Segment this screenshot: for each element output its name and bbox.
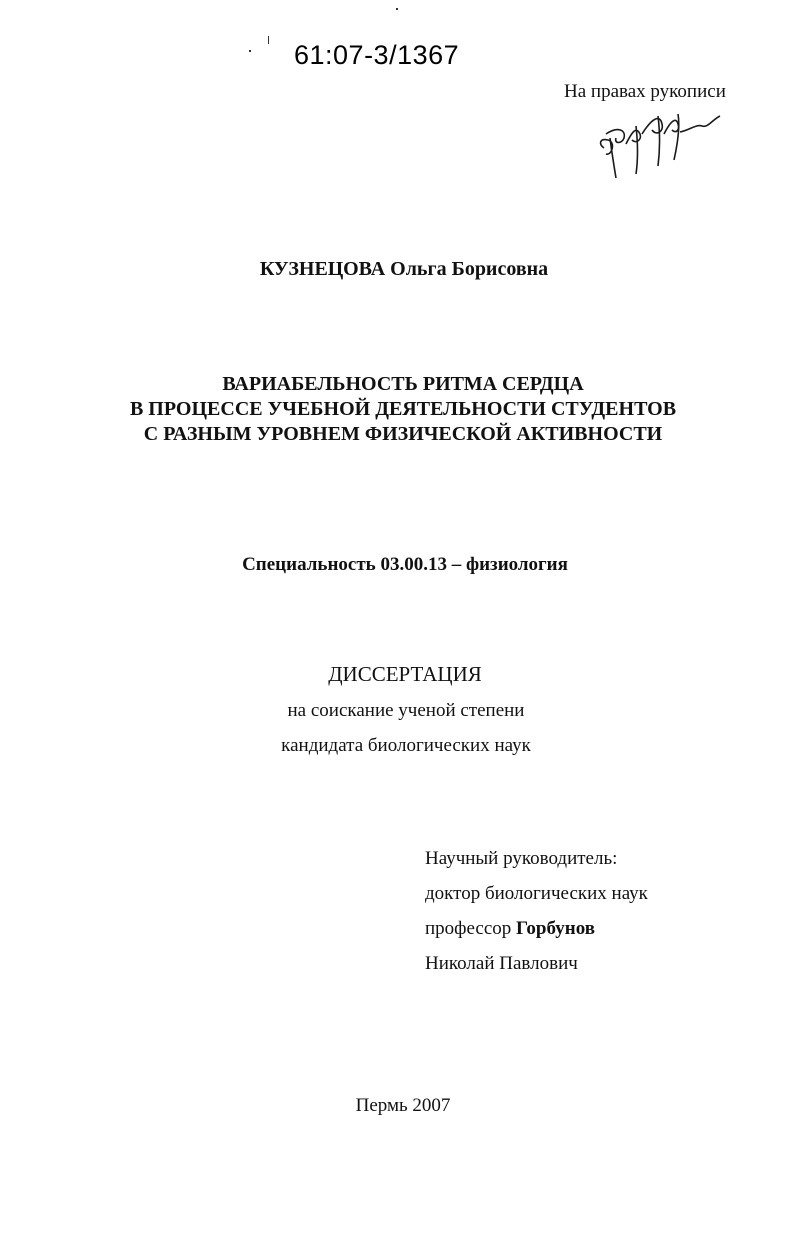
degree-line: на соискание ученой степени bbox=[287, 700, 525, 721]
place-year: Пермь 2007 bbox=[355, 1095, 451, 1116]
degree-line: кандидата биологических наук bbox=[281, 735, 531, 756]
rights-note: На правах рукописи bbox=[564, 81, 726, 102]
supervisor-rank: профессор bbox=[425, 918, 512, 939]
signature-icon bbox=[596, 104, 724, 184]
title-line: С РАЗНЫМ УРОВНЕМ ФИЗИЧЕСКОЙ АКТИВНОСТИ bbox=[143, 423, 663, 445]
scan-speck bbox=[268, 36, 269, 44]
scan-speck bbox=[396, 8, 398, 10]
title-line: ВАРИАБЕЛЬНОСТЬ РИТМА СЕРДЦА bbox=[222, 373, 584, 395]
supervisor-given-names: Николай Павлович bbox=[425, 953, 578, 974]
supervisor-block bbox=[425, 841, 648, 981]
author-name: КУЗНЕЦОВА Ольга Борисовна bbox=[259, 258, 549, 280]
supervisor-degree: доктор биологических наук bbox=[425, 883, 648, 904]
supervisor-rank-surname bbox=[425, 911, 648, 946]
document-type: ДИССЕРТАЦИЯ bbox=[328, 662, 482, 686]
title-line: В ПРОЦЕССЕ УЧЕБНОЙ ДЕЯТЕЛЬНОСТИ СТУДЕНТОВ bbox=[129, 398, 677, 420]
specialty: Специальность 03.00.13 – физиология bbox=[242, 554, 568, 575]
supervisor-surname: Горбунов bbox=[516, 918, 596, 939]
scan-speck bbox=[249, 50, 251, 52]
catalog-number: 61:07-3/1367 bbox=[294, 40, 460, 70]
dissertation-title bbox=[0, 372, 798, 447]
supervisor-label: Научный руководитель: bbox=[425, 848, 618, 869]
